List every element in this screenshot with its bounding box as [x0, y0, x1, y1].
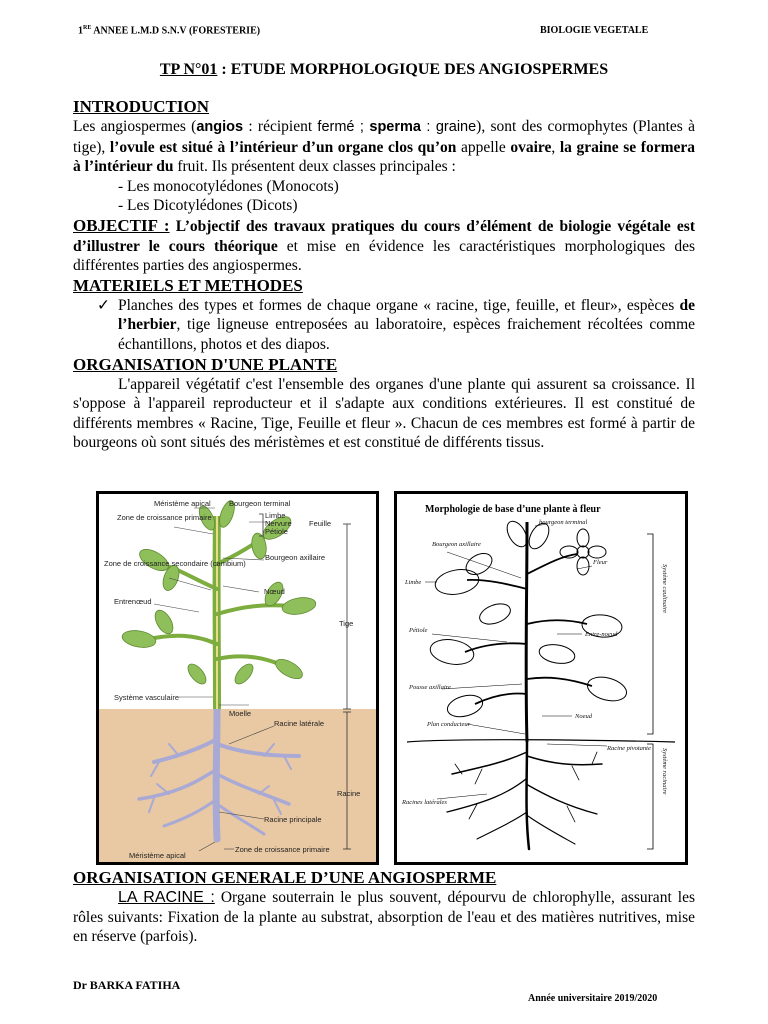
lower-content	[73, 868, 695, 947]
intro-angios: angios	[196, 119, 244, 135]
intro-ovule: l’ovule est situé à l’intérieur d’un organe clos qu’on	[109, 138, 457, 156]
label-systeme-racinaire: Système racinaire	[661, 748, 668, 795]
figure2-title: Morphologie de base d’une plante à fleur	[425, 504, 601, 515]
label-moelle: Moelle	[229, 709, 252, 718]
page-title	[0, 61, 768, 79]
intro-graine-bold: la graine se formera à l’intérieur du	[73, 138, 695, 176]
main-content	[73, 97, 695, 453]
label-bourgeon-axillaire: Bourgeon axillaire	[265, 553, 326, 562]
label-noeud: Noeud	[575, 713, 592, 720]
intro-sperma: sperma	[369, 119, 421, 135]
label-systeme-caulinaire: Système caulinaire	[661, 564, 668, 614]
intro-text: :	[243, 118, 258, 135]
label-plan-conducteur: Plan conducteur	[427, 721, 471, 728]
label-limbe: Limbe	[405, 579, 422, 586]
plant-organization-svg	[99, 494, 376, 862]
materiels-t3: , tige ligneuse entreposées au laboratoire, espèces fraichement récoltées comme échantillons, photos et des diapos.	[118, 316, 695, 353]
label-fleur: Fleur	[593, 559, 608, 566]
footer-year: Année universitaire 2019/2020	[528, 993, 658, 1004]
materiels-heading: MATERIELS ET METHODES	[73, 275, 303, 295]
list-item-dicots: - Les Dicotylédones (Dicots)	[118, 197, 298, 215]
flowering-plant-morphology-figure	[394, 491, 688, 865]
label-lines	[425, 524, 607, 799]
header-left	[78, 25, 260, 36]
label-racine-laterale: Racine latérale	[274, 719, 325, 728]
flowering-plant-svg	[397, 494, 685, 862]
label-petiole: Pétiole	[409, 627, 428, 634]
tp-number: TP N°01	[159, 61, 218, 78]
materiels-list-item	[73, 296, 695, 355]
label-zone-primaire-text: Zone de croissance primaire	[117, 513, 212, 522]
label-bourgeon-axillaire: Bourgeon axillaire	[432, 541, 481, 548]
organisation-heading: ORGANISATION D'UNE PLANTE	[73, 354, 338, 374]
stem-icon	[526, 522, 527, 742]
materiels-text	[118, 296, 695, 355]
organisation-paragraph: L'appareil végétatif c'est l'ensemble des organes d'une plante qui assurent sa croissance. Il s'oppose à l'appareil reproducteur et il s'adapte aux conditions extérieures. Il est constitué de différents membres « Racine, Tige, Feuille et fleur ». Chacun de ces membres est formé à partir de bourgeons où sont situés des méristèmes et est constitué de différents tissus.	[73, 375, 695, 452]
materiels-t2: de l’herbier	[118, 296, 695, 334]
header-course: ANNEE L.M.D S.N.V (FORESTERIE)	[91, 25, 261, 37]
intro-ferme: fermé ;	[317, 119, 370, 135]
label-pousse-axillaire: Pousse axillaire	[409, 684, 451, 691]
intro-text: Les angiospermes (	[73, 118, 197, 135]
label-entrenoeud: Entrenœud	[114, 597, 152, 606]
label-zone-croissance-secondaire	[104, 559, 246, 568]
tp-title: : ETUDE MORPHOLOGIQUE DES ANGIOSPERMES	[217, 61, 609, 78]
intro-text: fruit. Ils présentent deux classes principales :	[173, 158, 456, 176]
checkmark-icon: ✓	[97, 296, 110, 314]
label-racine-principale: Racine principale	[264, 815, 322, 824]
label-zone-croissance-primaire-bas: Zone de croissance primaire	[235, 845, 330, 854]
ground-line	[407, 740, 675, 742]
racine-heading: LA RACINE :	[118, 889, 215, 906]
brackets	[647, 534, 653, 849]
introduction-paragraph	[73, 117, 695, 177]
label-tige: Tige	[339, 619, 354, 628]
plant-organization-figure	[96, 491, 379, 865]
label-meristeme-apical: Méristème apical	[154, 499, 211, 508]
label-noeud: Nœud	[264, 587, 285, 596]
intro-text: récipient	[257, 118, 318, 135]
label-bourgeon-terminal: bourgeon terminal	[539, 519, 588, 526]
leaves-icon	[428, 518, 629, 720]
label-petiole: Pétiole	[265, 527, 288, 536]
objectif-bold: L’objectif des travaux pratiques du cours d’élément de biologie végétale est d’illustrer le cours théorique	[73, 217, 695, 255]
intro-text: ), sont des cormophytes (Plantes à tige),	[73, 118, 695, 156]
label-racine-pivotante: Racine pivotante	[607, 745, 651, 752]
header-num: 1	[78, 25, 83, 37]
header-right: BIOLOGIE VEGETALE	[540, 25, 649, 36]
racine-paragraph	[73, 888, 695, 947]
label-entre-noeud: Entre-noeud	[585, 631, 618, 638]
label-limbe: Limbe	[265, 511, 286, 520]
label-bourgeon-terminal: Bourgeon terminal	[229, 499, 291, 508]
label-racine: Racine	[337, 789, 361, 798]
intro-text: appelle	[456, 138, 511, 156]
materiels-t1: Planches des types et formes de chaque organe « racine, tige, feuille, et fleur», espèces	[118, 296, 680, 314]
label-nervure: Nervure	[265, 519, 292, 528]
racine-text: Organe souterrain le plus souvent, dépourvu de chlorophylle, assurant les rôles suivants: Fixation de la plante au substrat, absorption de l'eau et des matières nutritives, mise en réserve (parfois).	[73, 889, 696, 946]
label-meristeme-apical-bas: Méristème apical	[129, 851, 186, 860]
intro-graine: : graine	[420, 119, 477, 135]
label-systeme-vasculaire: Système vasculaire	[114, 693, 180, 702]
label-zone-secondaire-text: Zone de croissance secondaire (cambium)	[104, 559, 246, 568]
header-sup: RE	[83, 25, 92, 31]
intro-text: ,	[551, 138, 560, 156]
label-racines-laterales: Racines latérales	[402, 799, 447, 806]
flower-icon	[560, 529, 606, 575]
objectif-heading: OBJECTIF :	[73, 215, 170, 235]
label-feuille: Feuille	[309, 519, 332, 528]
objectif-paragraph	[73, 216, 695, 276]
footer-author: Dr BARKA FATIHA	[73, 978, 181, 992]
branches-icon	[465, 554, 592, 704]
organisation-generale-heading: ORGANISATION GENERALE D’UNE ANGIOSPERME	[73, 868, 497, 887]
list-item-monocots: - Les monocotylédones (Monocots)	[118, 177, 339, 195]
introduction-heading: INTRODUCTION	[73, 97, 210, 116]
intro-ovaire: ovaire	[510, 138, 552, 156]
objectif-rest: et mise en évidence les caractéristiques morphologiques des différentes parties des angiospermes.	[73, 237, 695, 275]
label-zone-croissance-primaire	[117, 513, 212, 522]
